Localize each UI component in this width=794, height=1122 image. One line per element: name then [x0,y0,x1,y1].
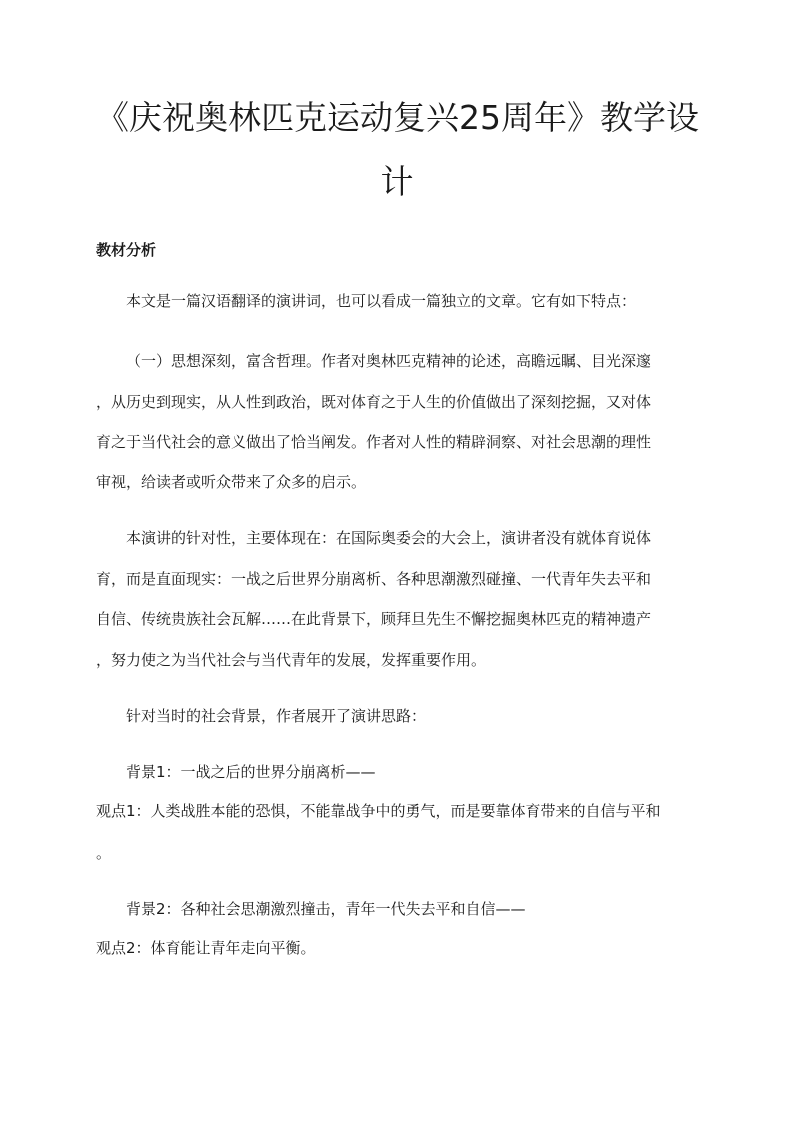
viewpoint-2: 观点2：体育能让青年走向平衡。 [96,939,316,957]
paragraph-speech-outline: 针对当时的社会背景，作者展开了演讲思路： [126,707,427,725]
paragraph-relevance-line-4: ，努力使之为当代社会与当代青年的发展，发挥重要作用。 [96,651,487,669]
paragraph-relevance-line-2: 育，而是直面现实：一战之后世界分崩离析、各种思潮激烈碰撞、一代青年失去平和 [96,570,652,588]
viewpoint-1-line-2: 。 [96,844,112,862]
paragraph-relevance-line-1: 本演讲的针对性，主要体现在：在国际奥委会的大会上，演讲者没有就体育说体 [126,529,652,547]
paragraph-relevance-line-3: 自信、传统贵族社会瓦解……在此背景下，顾拜旦先生不懈挖掘奥林匹克的精神遗产 [96,610,652,628]
background-1: 背景1：一战之后的世界分崩离析—— [126,763,376,781]
viewpoint-1-line-1: 观点1：人类战胜本能的恐惧，不能靠战争中的勇气，而是要靠体育带来的自信与平和 [96,802,661,820]
document-title-line-1: 《庆祝奥林匹克运动复兴25周年》教学设 [96,98,699,137]
paragraph-point-one-line-3: 育之于当代社会的意义做出了恰当阐发。作者对人性的精辟洞察、对社会思潮的理性 [96,433,652,451]
paragraph-point-one-line-4: 审视，给读者或听众带来了众多的启示。 [96,473,367,491]
paragraph-intro: 本文是一篇汉语翻译的演讲词，也可以看成一篇独立的文章。它有如下特点： [126,292,637,310]
paragraph-point-one-line-2: ，从历史到现实，从人性到政治，既对体育之于人生的价值做出了深刻挖掘，又对体 [96,393,652,411]
background-2: 背景2：各种社会思潮激烈撞击，青年一代失去平和自信—— [126,900,526,918]
section-heading-textbook-analysis: 教材分析 [96,241,157,259]
paragraph-point-one-line-1: （一）思想深刻，富含哲理。作者对奥林匹克精神的论述，高瞻远瞩、目光深邃 [126,352,652,370]
document-title-line-2: 计 [380,162,414,201]
